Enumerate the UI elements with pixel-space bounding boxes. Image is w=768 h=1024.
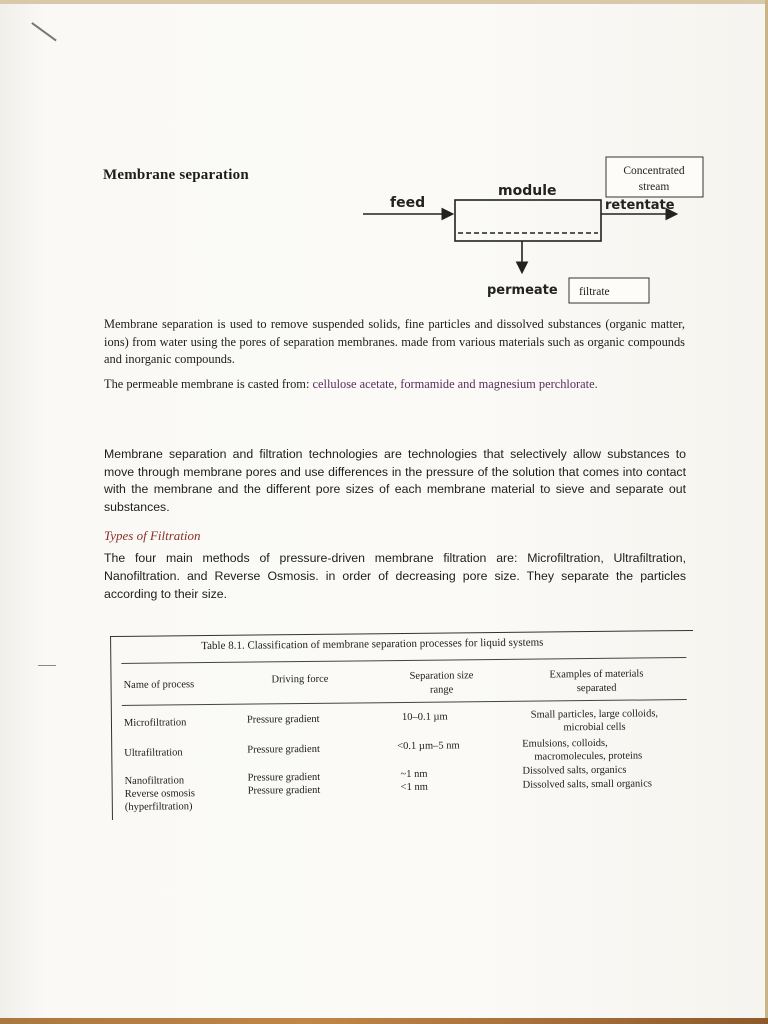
filtrate-label: filtrate <box>579 286 610 298</box>
row-process-extra: (hyperfiltration) <box>124 801 193 813</box>
header-examples-2: separated <box>576 682 617 695</box>
header-size-2: range <box>429 684 454 696</box>
table-caption: Table 8.1. Classification of membrane separation processes for liquid systems <box>201 636 544 653</box>
header-force: Driving force <box>271 673 329 686</box>
row-examples: Emulsions, colloids, <box>522 737 608 750</box>
membrane-module-diagram <box>355 150 715 310</box>
header-examples-1: Examples of materials <box>549 668 644 681</box>
row-examples-2: macromolecules, proteins <box>534 750 643 763</box>
material-list: cellulose acetate, formamide and magnesium perchlorate. <box>312 377 598 391</box>
paragraph-methods: The four main methods of pressure-driven membrane filtration are: Microfiltration, Ultrafiltration, Nanofiltration. and Reverse Osmosis. in order of decreasing pore size. They separate the particles according to their size. <box>104 551 686 601</box>
row-size: <0.1 µm–5 nm <box>397 740 460 753</box>
page-top-edge <box>0 0 768 4</box>
permeate-label: permeate <box>487 283 558 298</box>
feed-label: feed <box>390 195 426 211</box>
stream-label: stream <box>638 181 670 193</box>
module-label: module <box>498 183 557 199</box>
row-examples: Small particles, large colloids, <box>530 708 659 721</box>
row-examples: Dissolved salts, small organics <box>522 778 652 791</box>
table-rule-top <box>121 657 686 664</box>
margin-mark <box>38 665 56 666</box>
row-process: Nanofiltration <box>124 775 185 787</box>
header-size-1: Separation size <box>409 670 474 682</box>
row-force: Pressure gradient <box>247 784 321 797</box>
header-process: Name of process <box>123 679 195 691</box>
module-box <box>455 200 601 241</box>
row-process: Reverse osmosis <box>124 788 196 800</box>
concentrated-label: Concentrated <box>623 165 685 177</box>
row-examples: Dissolved salts, organics <box>522 764 627 777</box>
paragraph-technology: Membrane separation and filtration technologies are technologies that selectively allow substances to move through membrane pores and use differences in the pressure of the solution that comes into contact with the membrane and the different pore sizes of each membrane material to sieve and separate out substances. <box>104 447 686 515</box>
row-size: ~1 nm <box>400 768 428 781</box>
table-rule-header <box>122 699 687 706</box>
paragraph-intro: Membrane separation is used to remove suspended solids, fine particles and dissolved substances (organic matter, ions) from water using the pores of separation membranes. made from various materials such as organic compounds and inorganic compounds. <box>104 317 685 366</box>
types-subheading: Types of Filtration <box>104 528 201 543</box>
paragraph-membrane-material <box>104 376 685 394</box>
row-force: Pressure gradient <box>246 713 320 726</box>
page-bottom-edge <box>0 1018 768 1024</box>
row-size: <1 nm <box>400 781 428 794</box>
section-title: Membrane separation <box>103 167 249 183</box>
row-process: Microfiltration <box>123 717 187 729</box>
row-force: Pressure gradient <box>247 771 321 784</box>
material-lead: The permeable membrane is casted from: <box>104 377 310 391</box>
row-examples-2: microbial cells <box>563 721 626 734</box>
retentate-label: retentate <box>605 198 675 213</box>
classification-table <box>110 630 695 820</box>
row-process: Ultrafiltration <box>124 747 183 759</box>
row-force: Pressure gradient <box>247 743 320 756</box>
pen-mark <box>32 22 57 41</box>
row-size: 10–0.1 µm <box>401 711 448 724</box>
